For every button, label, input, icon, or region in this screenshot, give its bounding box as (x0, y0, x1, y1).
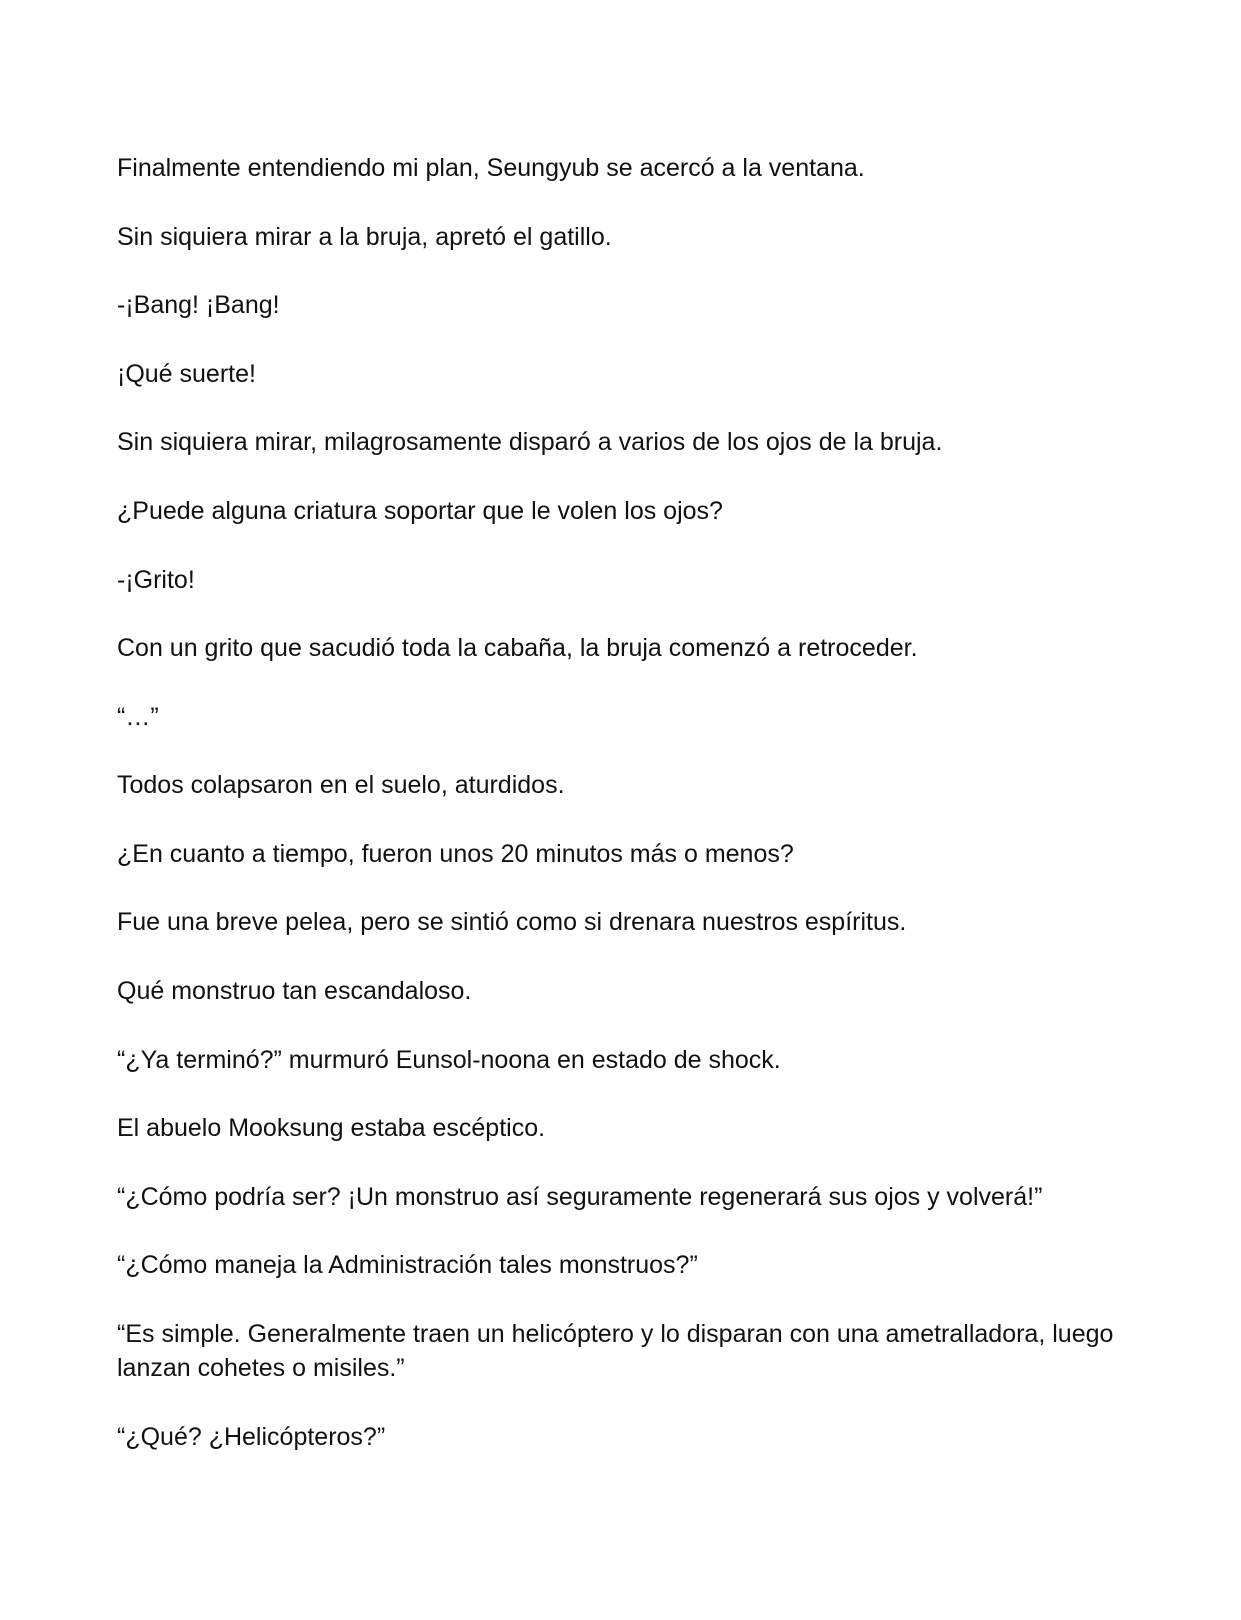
paragraph-14: “¿Ya terminó?” murmuró Eunsol-noona en estado de shock. (117, 1046, 781, 1074)
paragraph-16: “¿Cómo podría ser? ¡Un monstruo así seguramente regenerará sus ojos y volverá!” (117, 1183, 1043, 1211)
paragraph-18: “Es simple. Generalmente traen un helicóptero y lo disparan con una ametralladora, luego lanzan cohetes o misiles.” (117, 1320, 1114, 1382)
paragraph-1: Finalmente entendiendo mi plan, Seungyub se acercó a la ventana. (117, 154, 865, 182)
paragraph-5: Sin siquiera mirar, milagrosamente disparó a varios de los ojos de la bruja. (117, 428, 943, 456)
paragraph-11: ¿En cuanto a tiempo, fueron unos 20 minutos más o menos? (117, 840, 794, 868)
paragraph-7: -¡Grito! (117, 566, 195, 594)
paragraph-15: El abuelo Mooksung estaba escéptico. (117, 1114, 546, 1142)
paragraph-8: Con un grito que sacudió toda la cabaña, la bruja comenzó a retroceder. (117, 634, 918, 662)
paragraph-13: Qué monstruo tan escandaloso. (117, 977, 472, 1005)
paragraph-6: ¿Puede alguna criatura soportar que le volen los ojos? (117, 497, 723, 525)
paragraph-9: “…” (117, 703, 159, 731)
paragraph-12: Fue una breve pelea, pero se sintió como si drenara nuestros espíritus. (117, 908, 907, 936)
paragraph-4: ¡Qué suerte! (117, 360, 256, 388)
paragraph-10: Todos colapsaron en el suelo, aturdidos. (117, 771, 565, 799)
paragraph-3: -¡Bang! ¡Bang! (117, 291, 280, 319)
paragraph-19: “¿Qué? ¿Helicópteros?” (117, 1423, 386, 1451)
paragraph-2: Sin siquiera mirar a la bruja, apretó el gatillo. (117, 223, 612, 251)
paragraph-17: “¿Cómo maneja la Administración tales monstruos?” (117, 1251, 698, 1279)
